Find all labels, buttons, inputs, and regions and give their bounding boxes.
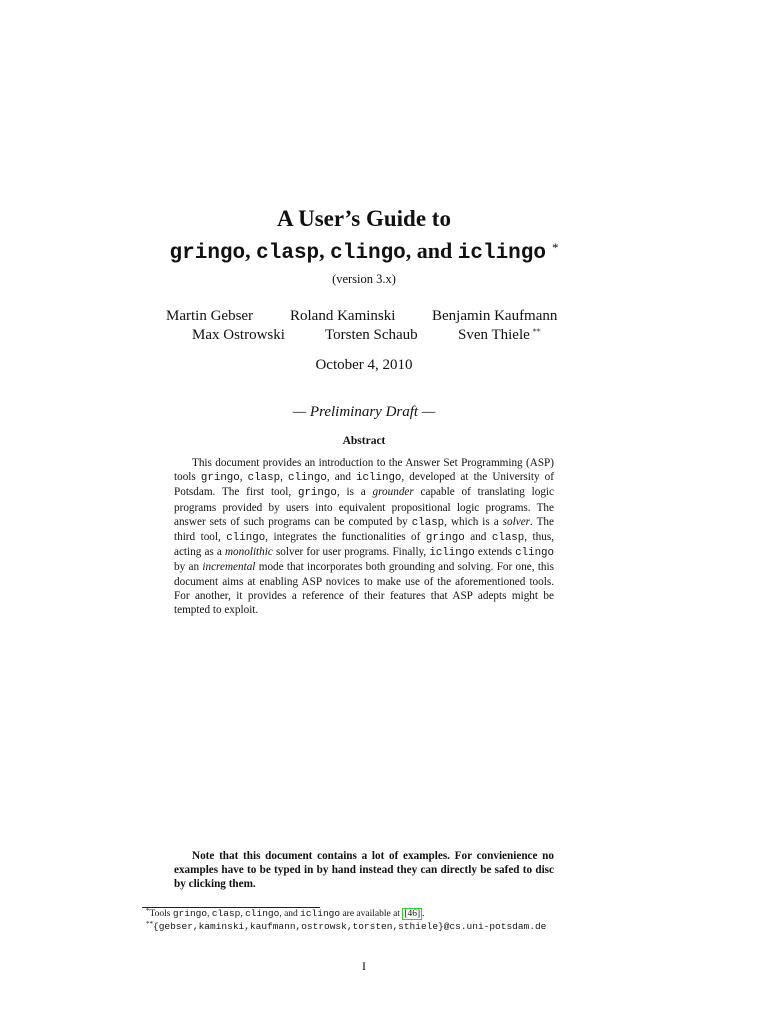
- footnote-1: *Tools gringo, clasp, clingo, and iclingo are available at [46] .: [146, 907, 425, 919]
- title-separator: ,: [319, 238, 331, 263]
- author-name: Benjamin Kaufmann: [432, 308, 558, 324]
- author-name: Roland Kaminski: [290, 308, 396, 324]
- title-tool-gringo: gringo: [169, 242, 246, 265]
- author-name: Max Ostrowski: [192, 327, 285, 343]
- publication-date: October 4, 2010: [315, 357, 413, 373]
- title-footnote-mark: *: [551, 240, 559, 255]
- citation-link[interactable]: [46]: [404, 909, 421, 919]
- author-name: Torsten Schaub: [325, 327, 418, 343]
- title-separator: ,: [245, 238, 257, 263]
- author-footnote-mark: **: [532, 327, 541, 336]
- author-name: Sven Thiele: [458, 327, 530, 343]
- title-tool-iclingo: iclingo: [457, 242, 546, 265]
- title-line-1: A User’s Guide to: [277, 206, 451, 231]
- draft-notice: — Preliminary Draft —: [292, 404, 436, 420]
- title-tool-clasp: clasp: [256, 242, 320, 265]
- title-line-2: [0, 238, 728, 265]
- abstract-heading: Abstract: [342, 435, 386, 447]
- author-name: Martin Gebser: [166, 308, 254, 324]
- author-name-with-mark: [458, 327, 541, 344]
- title-tool-clingo: clingo: [330, 242, 406, 265]
- page-number: I: [362, 959, 366, 973]
- footnote-2: [146, 921, 546, 933]
- title-separator: , and: [405, 238, 458, 263]
- abstract-body: This document provides an introduction to the Answer Set Programming (ASP) tools gringo, clasp, clingo, and iclingo, developed at the University of Potsdam. The first tool, gringo, is a grounder capable of translating logic programs provided by users into equivalent propositional logic programs. The answer sets of such programs can be computed by clasp, which is a solver. The third tool, clingo, integrates the functionalities of gringo and clasp, thus, acting as a monolithic solver for user programs. Finally, iclingo extends clingo by an incremental mode that incorporates both grounding and solving. For one, this document aims at enabling ASP novices to make use of the aforementioned tools. For another, it provides a reference of their features that ASP adepts might be tempted to exploit.: [174, 457, 555, 617]
- footnote-mark: **: [146, 920, 153, 928]
- version-label: (version 3.x): [332, 272, 396, 286]
- examples-note: Note that this document contains a lot of examples. For convienience no examples have to be typed in by hand instead they can directly be safed to disc by clicking them.: [174, 850, 554, 891]
- author-emails: {gebser,kaminski,kaufmann,ostrowsk,torsten,sthiele}@cs.uni-potsdam.de: [153, 921, 547, 932]
- footnote-mark: *: [146, 907, 150, 915]
